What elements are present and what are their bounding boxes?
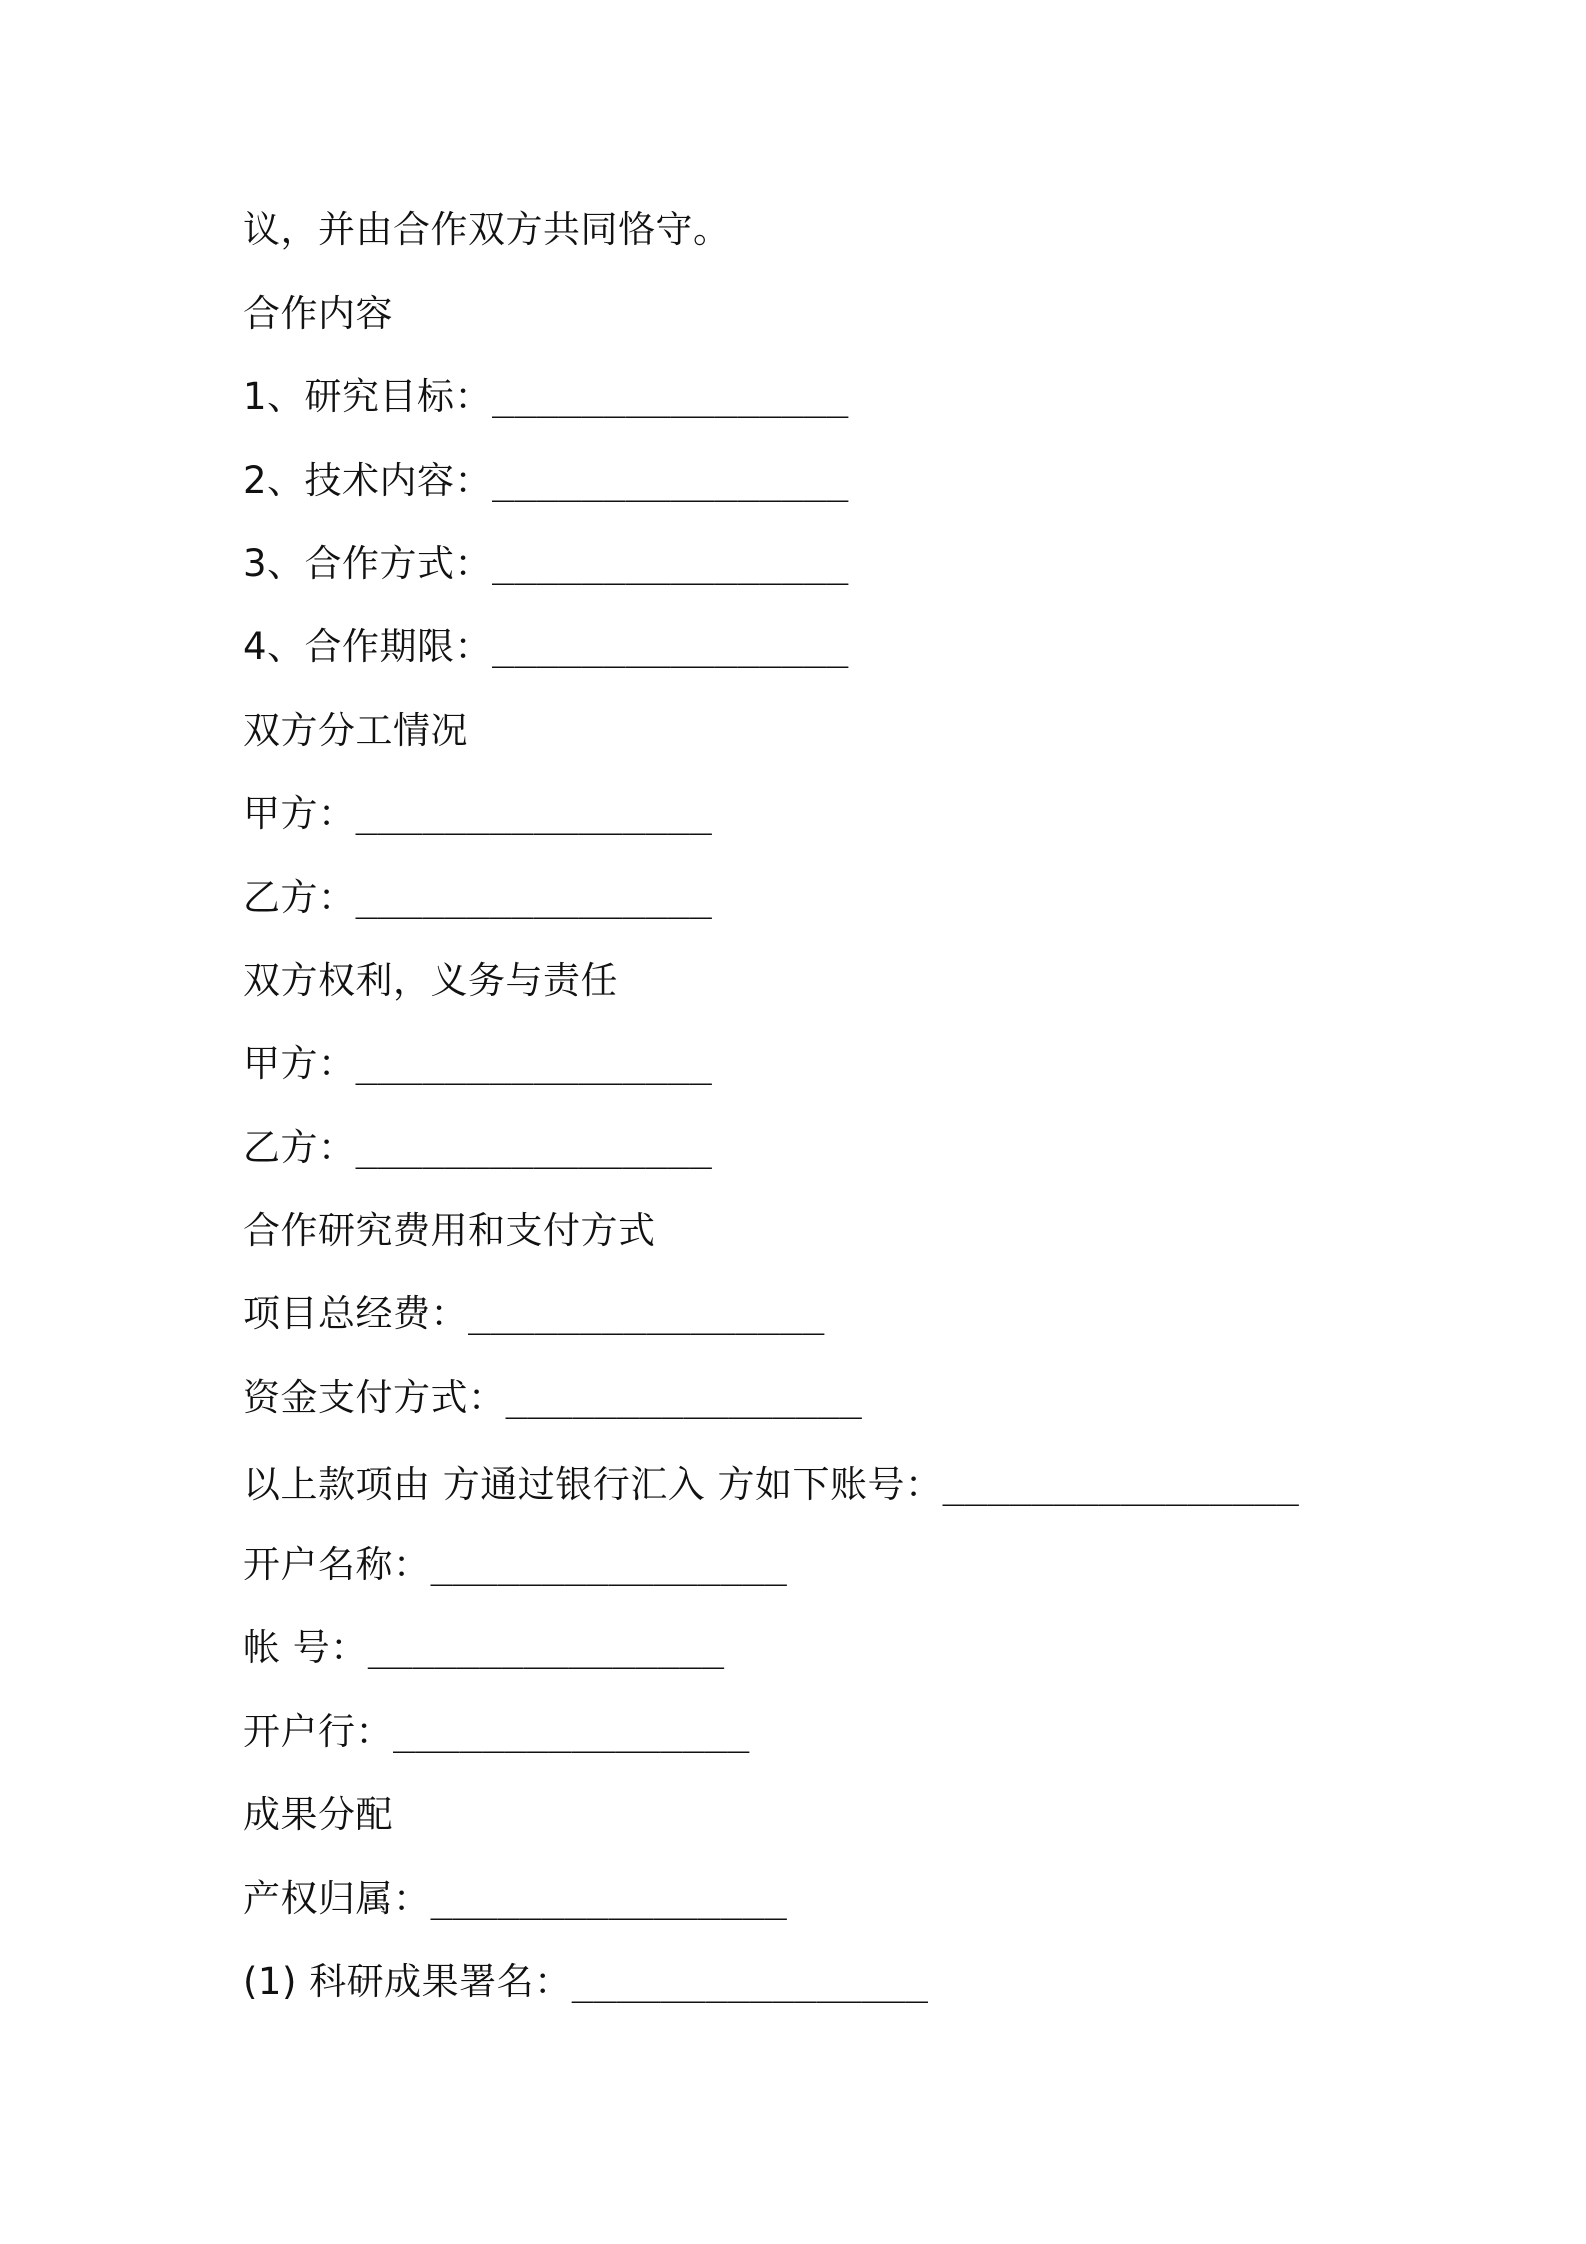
line-text: 2、技术内容：	[243, 459, 493, 502]
text-line	[243, 1036, 712, 1092]
line-text: 项目总经费：	[243, 1292, 468, 1335]
text-line	[243, 1871, 787, 1927]
fill-blank: ________________	[492, 542, 849, 585]
fill-blank: ________________	[492, 375, 849, 418]
line-text: 乙方：	[243, 876, 356, 919]
text-line	[243, 536, 848, 592]
fill-blank: ________________	[430, 1877, 787, 1920]
section-heading	[243, 286, 393, 342]
text-line	[243, 369, 848, 425]
fill-blank: ________________	[492, 459, 849, 502]
text-line	[243, 202, 731, 258]
text-line	[243, 786, 712, 842]
text-line	[243, 1457, 1299, 1513]
section-heading	[243, 1787, 393, 1843]
text-line	[243, 1286, 824, 1342]
fill-blank: ________________	[355, 1042, 712, 1085]
line-text: 以上款项由 方通过银行汇入 方如下账号：	[243, 1463, 943, 1506]
fill-blank: ________________	[492, 625, 849, 668]
line-text: 合作研究费用和支付方式	[243, 1209, 656, 1252]
fill-blank: ________________	[430, 1543, 787, 1586]
line-text: 乙方：	[243, 1126, 356, 1169]
line-text: 合作内容	[243, 292, 393, 335]
text-line	[243, 1954, 928, 2010]
fill-blank: ________________	[355, 876, 712, 919]
fill-blank: ________________	[393, 1710, 750, 1753]
line-text: 开户名称：	[243, 1543, 431, 1586]
line-text: 资金支付方式：	[243, 1376, 506, 1419]
line-text: 开户行：	[243, 1710, 393, 1753]
line-text: 帐 号：	[243, 1626, 368, 1669]
text-line	[243, 1704, 749, 1760]
text-line	[243, 619, 848, 675]
section-heading	[243, 703, 468, 759]
text-line	[243, 1620, 724, 1676]
text-line	[243, 870, 712, 926]
fill-blank: ________________	[571, 1960, 929, 2003]
fill-blank: ________________	[355, 792, 712, 835]
line-text: 双方权利，义务与责任	[243, 959, 618, 1002]
fill-blank: ________________	[355, 1126, 712, 1169]
text-line	[243, 1537, 787, 1593]
fill-blank: ________________	[468, 1292, 825, 1335]
line-text: 1、研究目标：	[243, 375, 493, 418]
text-line	[243, 453, 848, 509]
text-line	[243, 1120, 712, 1176]
line-text: 甲方：	[243, 1042, 356, 1085]
line-text: (1) 科研成果署名：	[243, 1960, 572, 2003]
section-heading	[243, 953, 618, 1009]
line-text: 产权归属：	[243, 1877, 431, 1920]
line-text: 双方分工情况	[243, 709, 468, 752]
line-text: 议，并由合作双方共同恪守。	[243, 208, 731, 251]
line-text: 4、合作期限：	[243, 625, 493, 668]
text-line	[243, 1370, 862, 1426]
line-text: 成果分配	[243, 1793, 393, 1836]
fill-blank: ________________	[942, 1463, 1299, 1506]
fill-blank: ________________	[505, 1376, 862, 1419]
fill-blank: ________________	[367, 1626, 725, 1669]
section-heading	[243, 1203, 656, 1259]
line-text: 3、合作方式：	[243, 542, 493, 585]
line-text: 甲方：	[243, 792, 356, 835]
